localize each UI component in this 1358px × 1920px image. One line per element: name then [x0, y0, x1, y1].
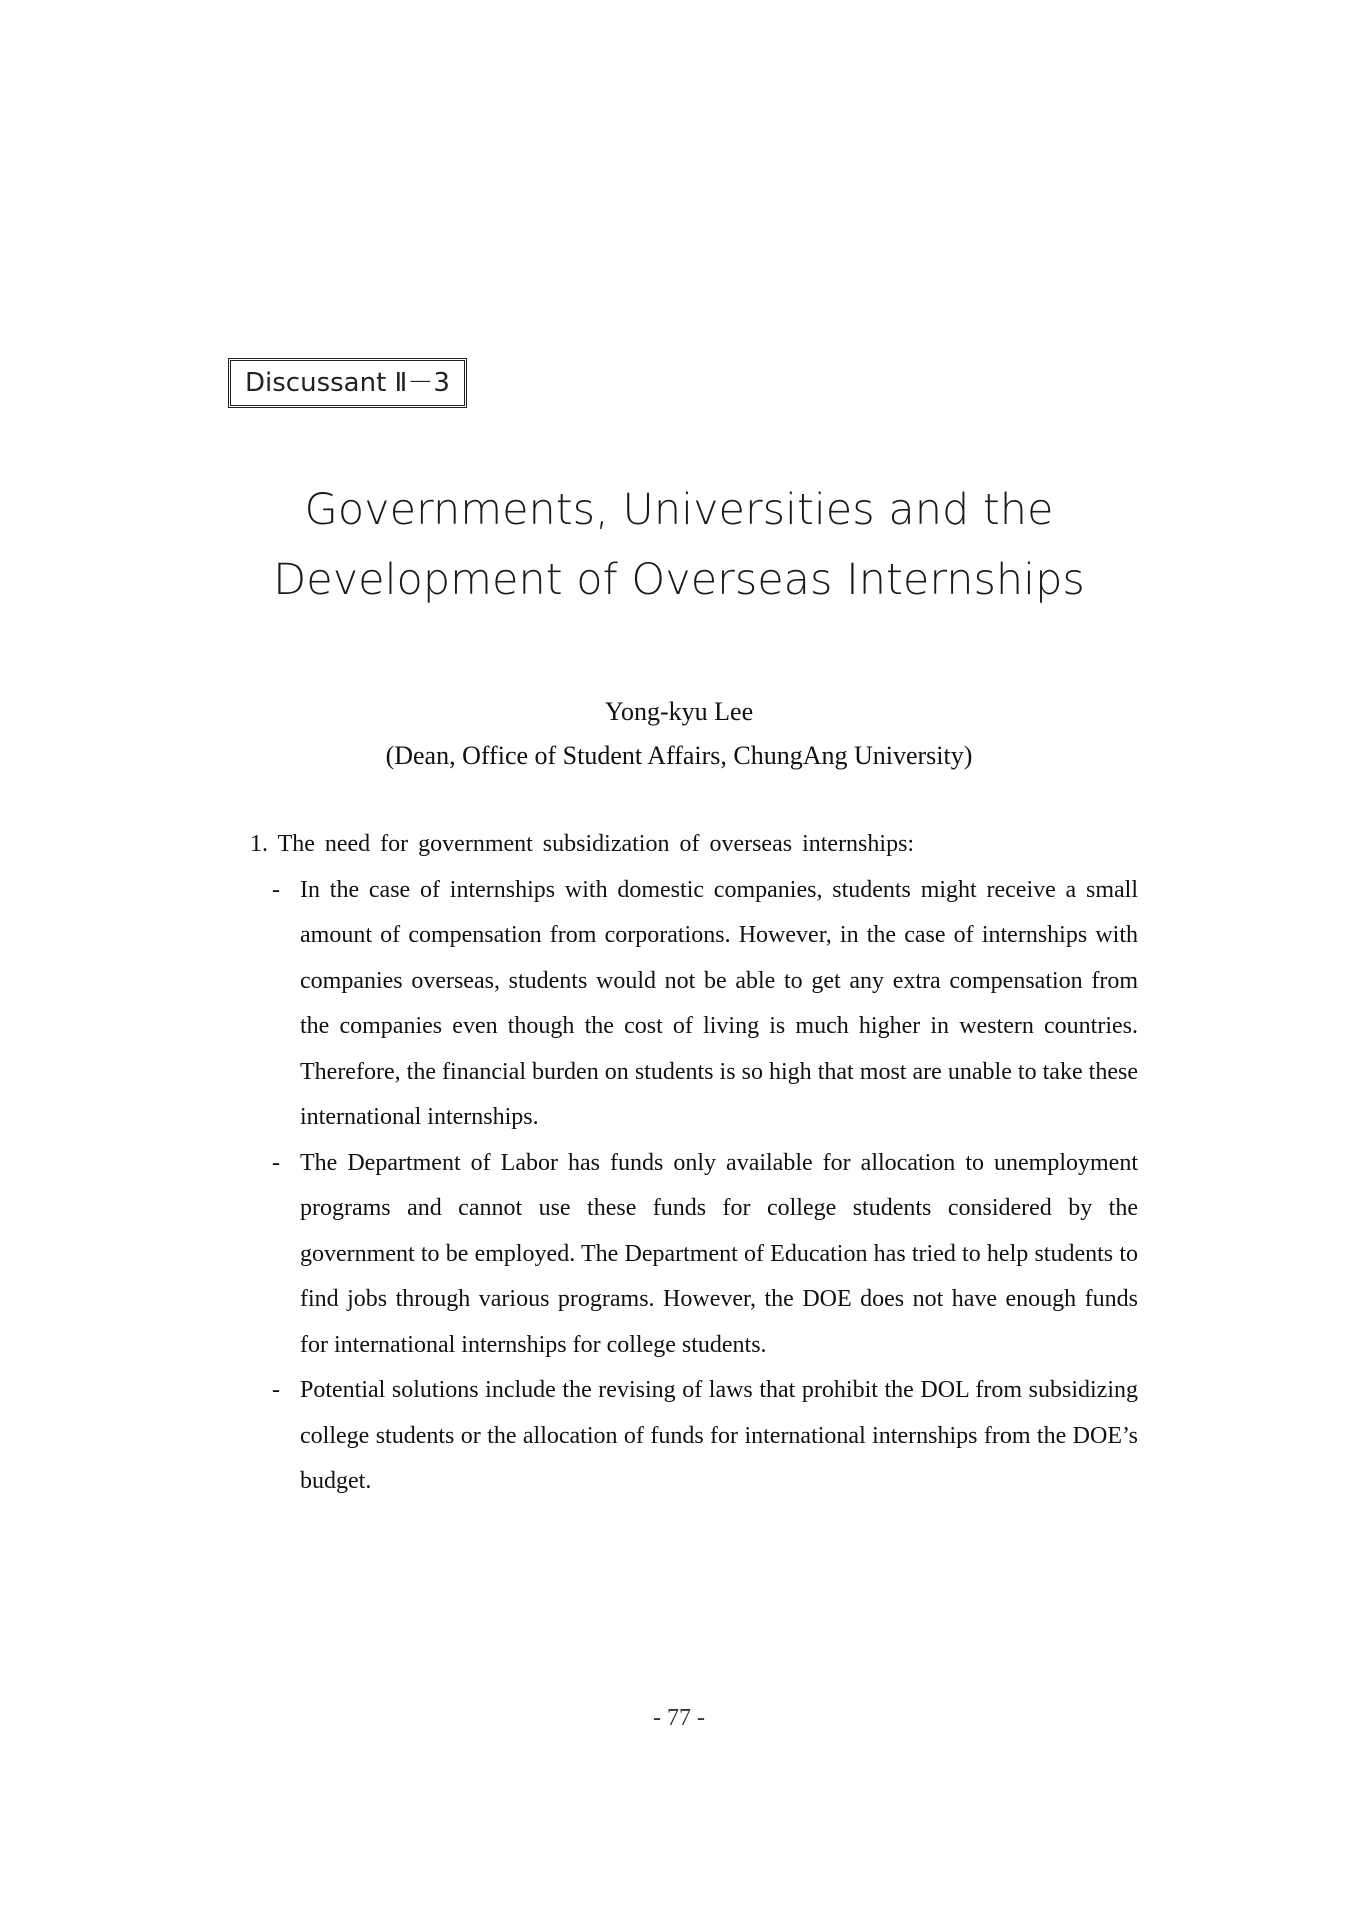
section-heading: 1. The need for government subsidization of overseas internships: [250, 831, 915, 857]
discussant-label: Discussant Ⅱ－3 [228, 358, 467, 408]
title-line-1: Governments, Universities and the [304, 485, 1054, 535]
author-block [0, 690, 1358, 778]
list-item [272, 1368, 1138, 1505]
document-body [250, 822, 1138, 1505]
bullet-marker: - [272, 1377, 280, 1403]
document-title [0, 475, 1358, 615]
bullet-marker: - [272, 1149, 280, 1176]
author-name: Yong-kyu Lee [604, 697, 754, 726]
title-line-2: Development of Overseas Internships [273, 555, 1085, 605]
bullet-text: The Department of Labor has funds only available for allocation to unemployment programs and cannot use these funds for college students considered by the government to be employed. The Department of Education has tried to help students to find jobs through various programs. However, the DOE does not have enough funds for international internships for college students. [300, 1149, 1138, 1358]
list-item [272, 868, 1138, 1141]
bullet-text: In the case of internships with domestic companies, students might receive a small amount of compensation from corporations. However, in the case of internships with companies overseas, students would not be able to get any extra compensation from the companies even though the cost of living is much higher in western countries. Therefore, the financial burden on students is so high that most are unable to take these international internships. [300, 876, 1138, 1130]
list-item [272, 1141, 1138, 1369]
page-number: - 77 - [653, 1705, 705, 1731]
author-affiliation: (Dean, Office of Student Affairs, ChungAng University) [385, 741, 973, 770]
bullet-marker: - [272, 876, 280, 903]
bullet-text: Potential solutions include the revising of laws that prohibit the DOL from subsidizing college students or the allocation of funds for international internships from the DOE’s budget. [300, 1377, 1138, 1494]
